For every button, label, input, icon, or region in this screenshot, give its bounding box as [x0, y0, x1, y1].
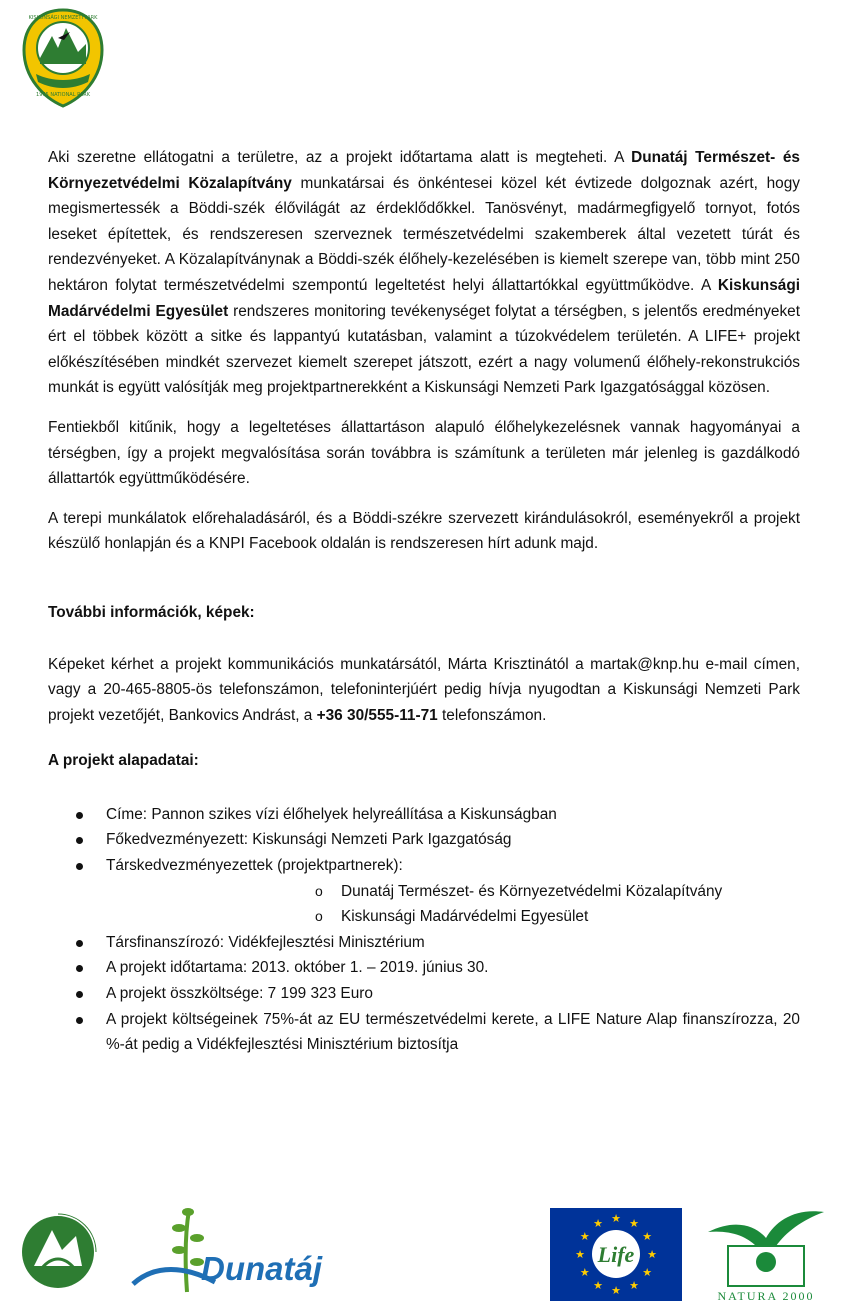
list-item: Társkedvezményezettek (projektpartnerek):	[48, 853, 800, 879]
bullet-icon	[76, 837, 83, 844]
sublist-item: o Kiskunsági Madárvédelmi Egyesület	[48, 904, 800, 930]
natura2000-logo	[706, 1202, 826, 1304]
paragraph-news: A terepi munkálatok előrehaladásáról, és a Böddi-székre szervezett kirándulásokról, eseményekről a projekt készülő honlapján és a KNPI Facebook oldalán is rendszeresen hírt adunk majd.	[48, 509, 800, 553]
list-item: Társfinanszírozó: Vidékfejlesztési Minisztérium	[48, 930, 800, 956]
footer-logos	[0, 1200, 850, 1305]
paragraph-visiting	[48, 145, 800, 401]
list-item: Főkedvezményezett: Kiskunsági Nemzeti Park Igazgatóság	[48, 827, 800, 853]
eu-star-icon: ★	[629, 1217, 639, 1230]
text-run: Dunatáj Természet- és Környezetvédelmi Közalapítvány	[48, 149, 800, 192]
eu-star-icon: ★	[611, 1213, 621, 1225]
bullet-icon	[76, 991, 83, 998]
paragraph-contact	[48, 652, 800, 729]
circle-bullet-icon: o	[315, 908, 323, 925]
text-run: Kiskunsági Madárvédelmi Egyesület	[48, 276, 800, 320]
eu-star-icon: ★	[579, 1267, 590, 1279]
text-run: Aki szeretne ellátogatni a területre, az a projekt időtartama alatt is megteheti. A	[48, 149, 632, 166]
bullet-icon	[76, 965, 83, 972]
bullet-icon	[76, 940, 83, 947]
svg-text:1975 NATIONAL PARK: 1975 NATIONAL PARK	[36, 92, 90, 98]
dunataj-logo	[125, 1204, 345, 1300]
project-details-list-cont	[48, 930, 800, 1058]
eu-star-icon: ★	[642, 1231, 653, 1243]
paragraph-grazing: Fentiekből kitűnik, hogy a legeltetéses állattartáson alapuló élőhelykezelésnek vannak hagyományai a térségben, így a projekt megvalósítása során továbbra is számítunk a területen már jelenleg is gazdálkodó állattartók együttműködésére.	[48, 418, 800, 488]
bullet-icon	[76, 1017, 83, 1024]
eu-life-logo	[550, 1208, 682, 1301]
text-run: rendszeres monitoring tevékenységet folytat a térségben, s jelentős eredményeket ért el többek között a sitke és lappantyú kutatásban, valamint a túzokvédelem területén. A LIFE+ projekt előkészítésében mindkét szervezet kiemelt szerepet játszott, ezért a nagy volumenű élőhely-rekonstrukciós munkát is együtt valósítják meg projektpartnerekként a Kiskunsági Nemzeti Park Igazgatósággal közösen.	[48, 302, 800, 397]
list-item: A projekt összköltsége: 7 199 323 Euro	[48, 981, 800, 1007]
eu-star-icon: ★	[629, 1280, 639, 1293]
text-run: telefonszámon.	[437, 706, 547, 724]
sublist-item: o Dunatáj Természet- és Környezetvédelmi Közalapítvány	[48, 879, 800, 905]
eu-star-icon: ★	[642, 1267, 653, 1279]
svg-text:NATURA 2000: NATURA 2000	[717, 1289, 815, 1303]
eu-star-icon: ★	[575, 1249, 585, 1261]
madarvedelmi-logo	[12, 1206, 104, 1298]
svg-text:KISKUNSÁGI NEMZETI PARK: KISKUNSÁGI NEMZETI PARK	[28, 15, 98, 21]
circle-bullet-icon: o	[315, 882, 323, 899]
section-heading-info: További információk, képek:	[48, 603, 255, 621]
knp-logo	[22, 8, 104, 108]
bullet-icon	[76, 812, 83, 819]
bullet-icon	[76, 863, 83, 870]
svg-text:Life: Life	[597, 1242, 635, 1267]
svg-text:Dunatáj: Dunatáj	[201, 1250, 323, 1287]
eu-star-icon: ★	[593, 1280, 603, 1293]
list-item: A projekt időtartama: 2013. október 1. – 2019. június 30.	[48, 955, 800, 981]
list-item: A projekt költségeinek 75%-át az EU természetvédelmi kerete, a LIFE Nature Alap finanszírozza, 20 %-át pedig a Vidékfejlesztési Minisztérium biztosítja	[48, 1007, 800, 1058]
text-run: munkatársai és önkéntesei közel két évtizede dolgoznak azért, hogy megismertessék a Böddi-szék élővilágát az érdeklődőkkel. Tanösvényt, madármegfigyelő tornyot, fotós leseket építettek, és rendszeresen szerveznek természetvédelmi szakemberek által vezetett túrát és rendezvényeket. A Közalapítványnak a Böddi-szék élőhely-kezelésében is kiemelt szerepe van, több mint 250 hektáron folytat természetvédelmi szempontú legeltetést helyi állattartókkal együttműködve. A	[48, 174, 800, 294]
section-heading-basics: A projekt alapadatai:	[48, 752, 199, 770]
eu-star-icon: ★	[611, 1285, 621, 1297]
eu-star-icon: ★	[647, 1249, 657, 1261]
document-body	[48, 145, 800, 1058]
eu-star-icon: ★	[579, 1231, 590, 1243]
list-item: Címe: Pannon szikes vízi élőhelyek helyreállítása a Kiskunságban	[48, 802, 800, 828]
eu-star-icon: ★	[593, 1217, 603, 1230]
text-run: Képeket kérhet a projekt kommunikációs munkatársától, Márta Krisztinától a martak@knp.hu e-mail címen, vagy a 20-465-8805-ös telefonszámon, telefoninterjúért pedig hívja nyugodtan a Kiskunsági Nemzeti Park projekt vezetőjét, Bankovics Andrást, a	[48, 655, 800, 724]
text-run: +36 30/555-11-71	[316, 706, 438, 724]
partner-sublist	[48, 879, 800, 930]
project-details-list	[48, 802, 800, 879]
